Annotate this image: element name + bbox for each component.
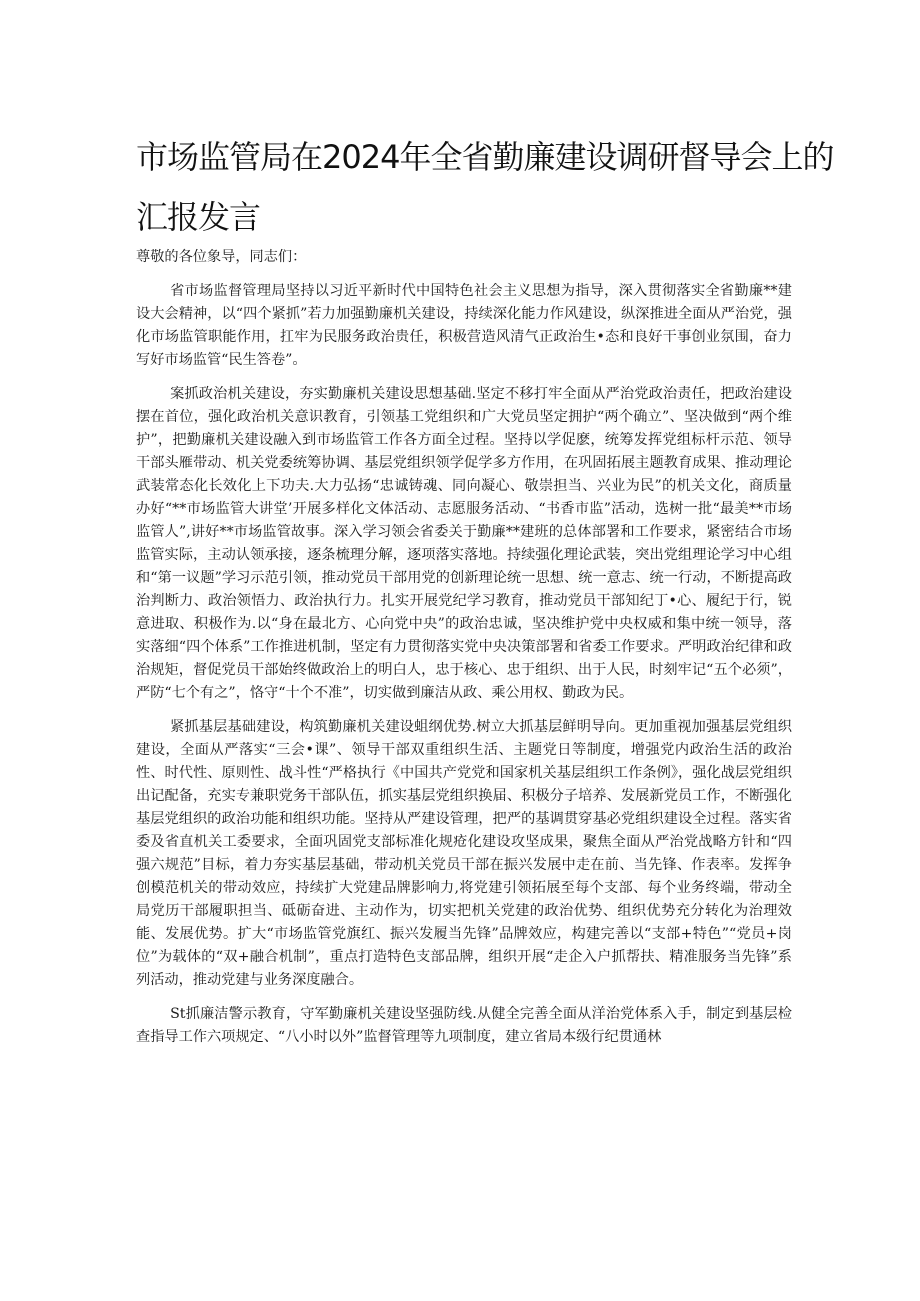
paragraph-grassroots-construction: 紧抓基层基础建设，构筑勤廉机关建设蛆纲优势.树立大抓基层鲜明导向。更加重视加强基层党组织建设，全面从严落实“三会•课”、领导干部双重组织生活、主题党日等制度，增强党内政治生活的政治性、时代性、原则性、战斗性“严格执行《中国共产党党和国家机关基层组织工作条例》，强化战层党组织出记配备，充实专兼职党务干部队伍，抓实基层党组织换届、积极分子培养、发展新党员工作，不断强化基层党组织的政治功能和组织功能。坚持从严建设管理，把严的基调贯穿基必党组织建设全过程。落实省委及省直机关工委要求，全面巩固党支部标准化规疮化建设攻坚成果，聚焦全面从严治党战略方针和“四强六规范”目标，着力夯实基层基础，带动机关党员干部在振兴发展中走在前、当先锋、作表率。发挥争创模范机关的带动效应，持续扩大党建品牌影响力,将党建引领拓展至每个支部、每个业务终端，带动全局党历干部履职担当、砥砺奋进、主动作为，切实把机关党建的政治优势、组织优势充分转化为治理效能、发展优势。扩大“市场监管党旗红、振兴发履当先锋”品牌效应，构建完善以“支部+特色”“党员+岗位”为载体的“双+融合机制”，重点打造特色支部品牌，组织开展“走企入户抓帮扶、精准服务当先锋”系列活动，推动党建与业务深度融合。 [136,719,792,988]
document-body [136,246,792,1049]
paragraph-intro: 省市场监督管理局坚持以习近平新时代中国特色社会主义思想为指导，深入贯彻落实全省勤廉**建设大会精神，以“四个紧抓”若力加强勤廉机关建设，持续深化能力作风建设，纵深推进全面从严治党，强化市场监管职能作用，扛牢为民服务政治贵任，积极营造风清气正政治生•态和良好干事创业氛围，奋力写好市场监管“民生答卷”。 [136,283,792,368]
document-title-line-2: 汇报发言 [136,198,261,236]
paragraph-political-construction: 案抓政治机关建设，夯实勤廉机关建设思想基础.坚定不移打牢全面从严治党政治责任，把政治建设摆在首位，强化政治机关意识教育，引领基工党组织和广大党员坚定拥护“两个确立”、坚决做到“两个维护”，把勤廉机关建设融入到市场监管工作各方面全过程。坚持以学促麽，统筹发挥党组标杆示范、领导干部头雁带动、机关党委统筹协调、基层党组织领学促学多方作用，在巩固拓展主题教育成果、推动理论武装常态化长效化上下功夫.大力弘扬“忠诚铸魂、同向凝心、敬崇担当、兴业为民”的机关文化，商质量办好“**市场监管大讲堂’开展多样化文体活动、志愿服务活动、“书香市监”活动，选树一批“最美**市场监管人”,讲好**市场监管故事。深入学习领会省委关于勤廉**建班的总体部署和工作要求，紧密结合市场监管实际，主动认领承接，逐条梳理分解，逐项落实落地。持续强化理论武装，突出党组理论学习中心组和“第一议题”学习示范引领，推动党员干部用党的创新理论统一思想、统一意志、统一行动，不断提高政治判断力、政治领悟力、政治执行力。扎实开展党纪学习教育，推动党员干部知纪丁•心、履纪于行，锐意进取、积极作为.以“身在最北方、心向党中央”的政治忠诚，坚决维护党中央权威和集中统一领导，落实落细“四个体系”工作推进机制，坚定有力贯彻落实党中央决策部署和省委工作要求。严明政治纪律和政治规矩，督促党员干部始终做政治上的明白人，忠于核心、忠于组织、出于人民，时刻牢记“五个必须”，严防“七个有之”，恪守“十个不准”，切实做到廉洁从政、乘公用权、勤政为民。 [136,386,792,701]
document-title-line-1: 市场监管局在2024年全省勤廉建设调研督导会上的 [136,138,834,176]
paragraph-integrity-education: St抓廉洁警示教育，守军勤廉机关建设坚强防线.从健全完善全面从洋治党体系入手，制定到基层检查指导工作六项规定、“八小时以外”监督管理等九项制度，建立省局本级行纪贯通林 [136,1006,792,1045]
salutation: 尊敬的各位象导，同志们： [136,249,307,265]
